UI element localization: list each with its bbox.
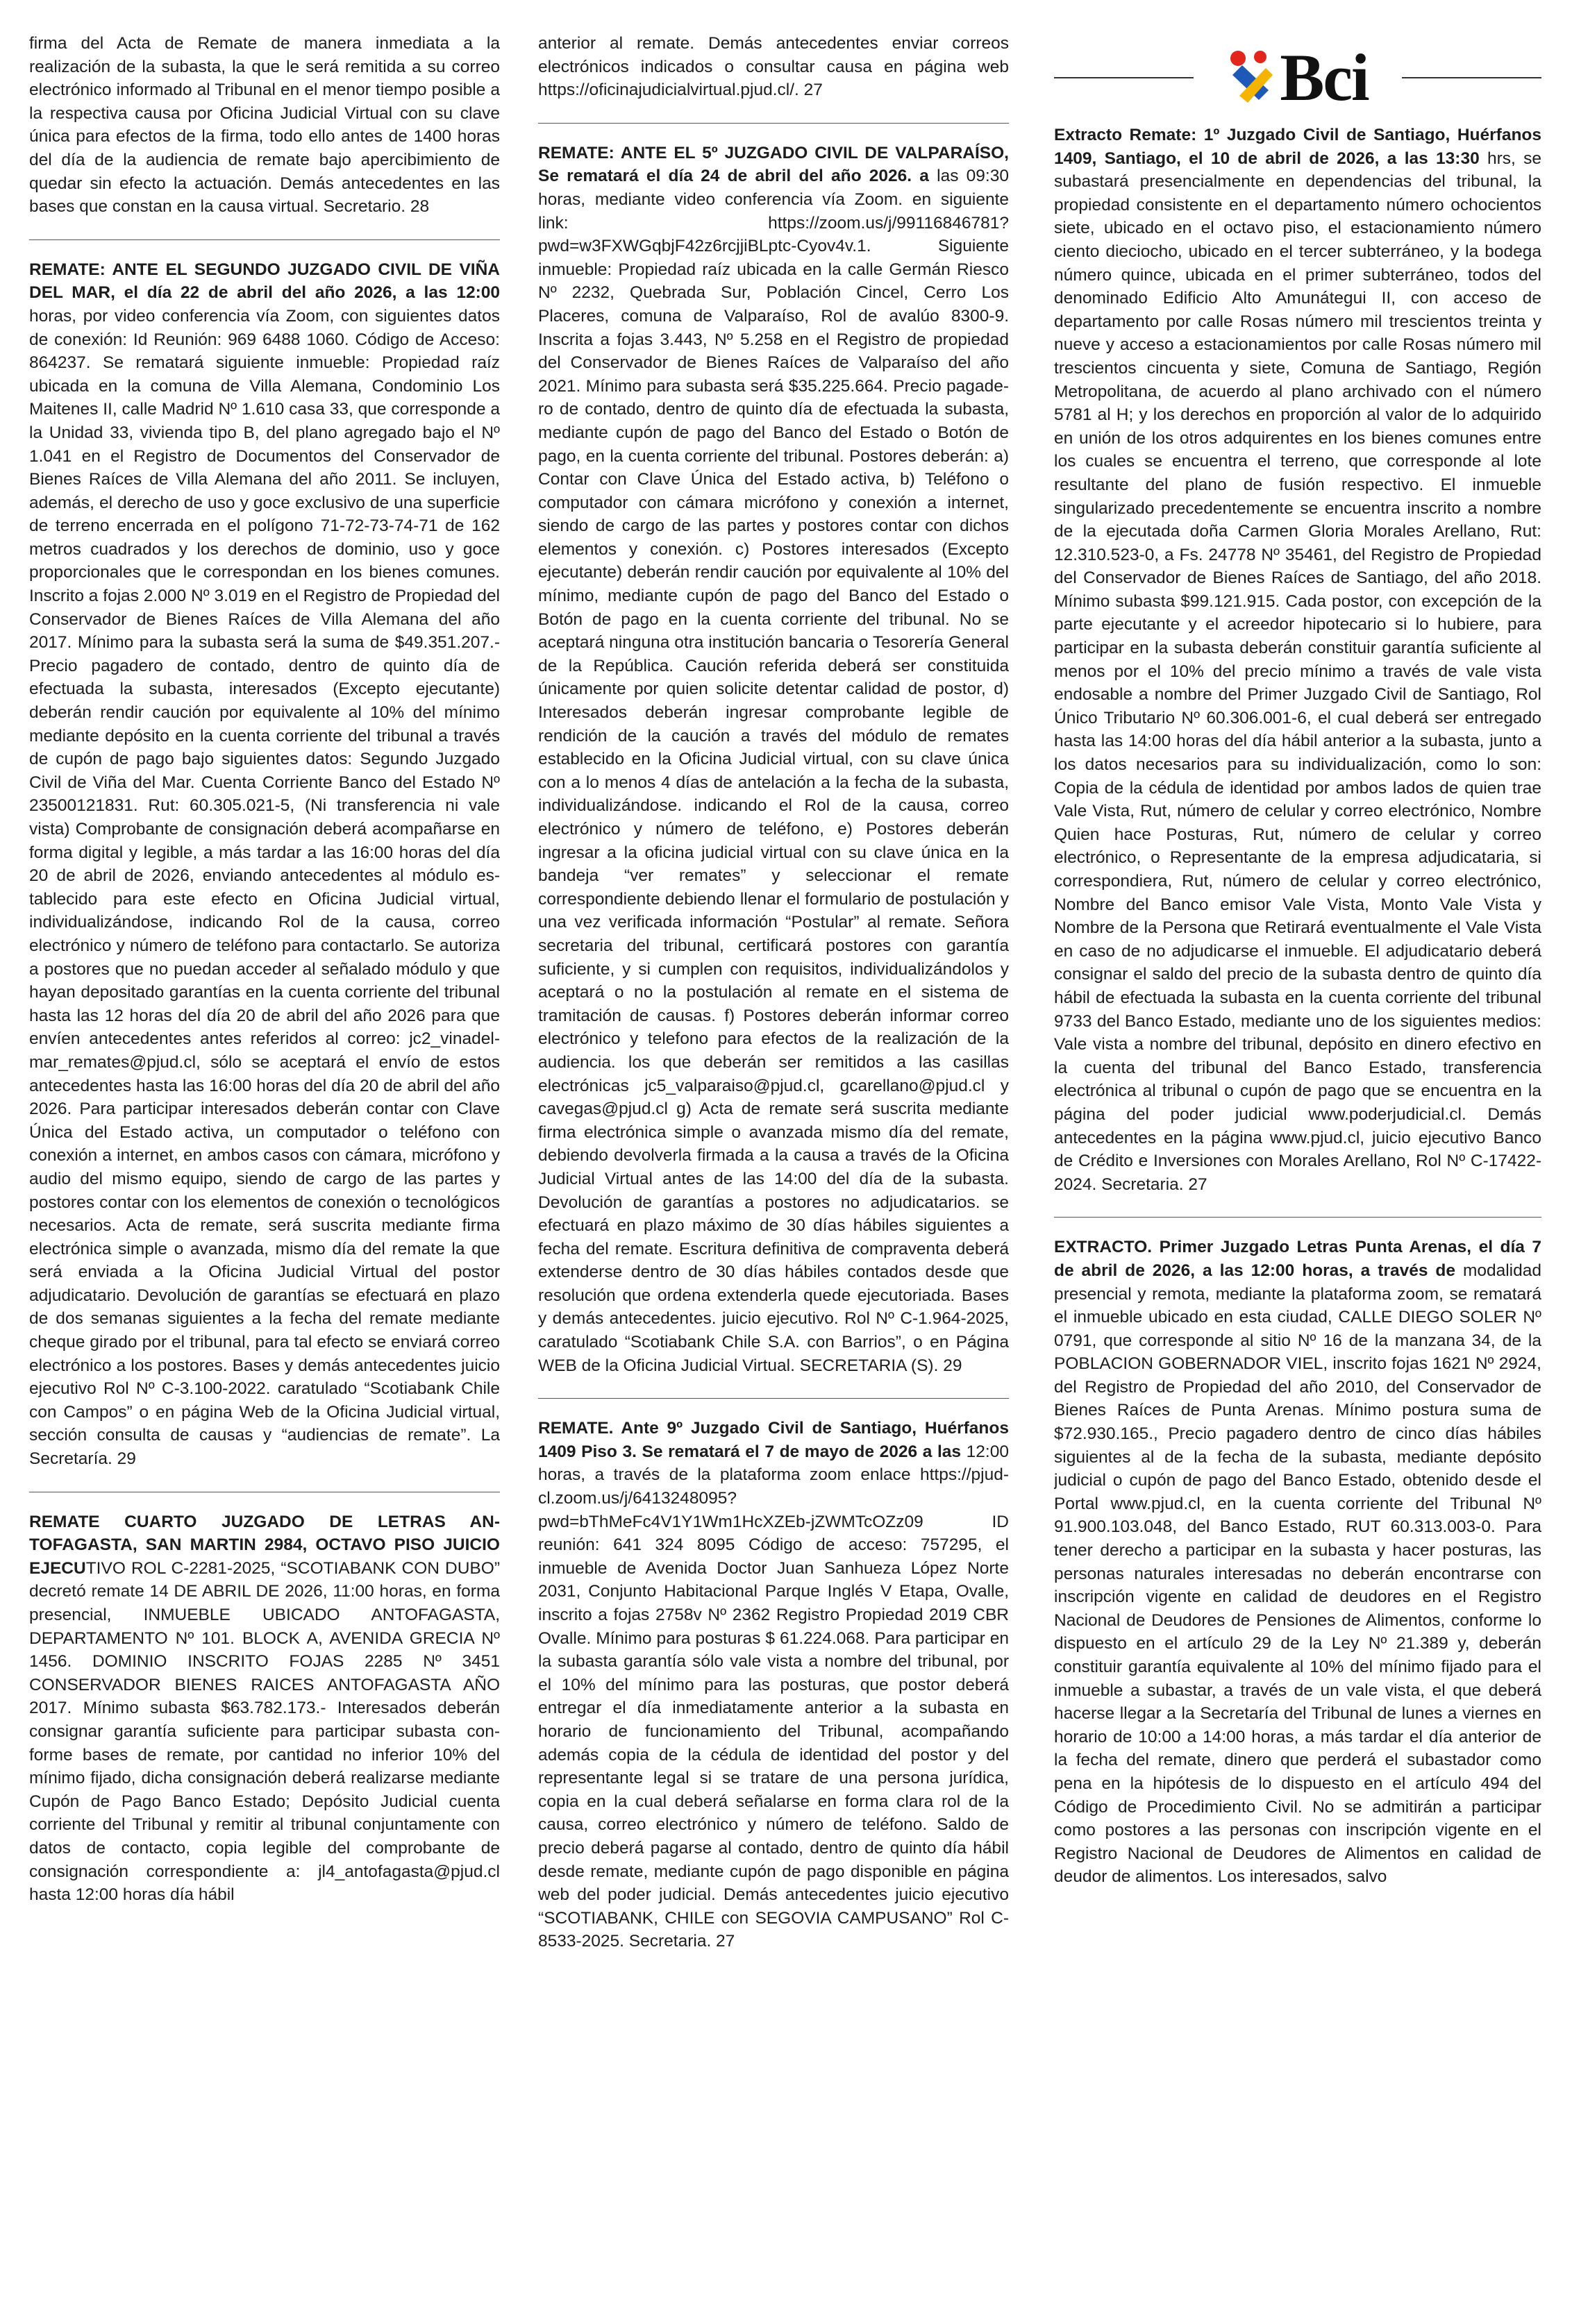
notice-body: horas, por video conferencia vía Zoom, con siguientes datos de conexión: Id Reunión: 969 6488 1060. Código de Acceso: 864237. Se rematará siguiente inmueble: Propiedad raíz ubicada en la comuna de Villa Alemana, Condominio Los Maitenes II, calle Madrid Nº 1.610 casa 33, que corresponde a la Unidad 33, vivienda tipo B, del plano agregado bajo el Nº 1.041 en el Registro de Documentos del Conservador de Bienes Raíces de Villa Alemana del año 2011. Se incluyen, además, el derecho de uso y goce exclusivo de una superficie de terreno encerrada en el polígono 71-72-73-74-71 de 162 metros cuadrados y los derechos de dominio, uso y goce proporcionales que le correspondan en los bienes comunes. Inscrito a fojas 2.000 Nº 3.019 en el Registro de Propiedad del Conservador de Bienes Raíces de Villa Alemana del año 2017. Mínimo para la subasta será la suma de $49.351.207.- Precio pagadero de contado, dentro de quinto día de efectuada la subasta, interesados (Excepto ejecutante) deberán rendir caución por equivalente al 10% del mínimo mediante depósito en la cuenta corriente del tribunal a través de cupón de pago bajo siguientes datos: Segundo Juzgado Civil de Viña del Mar. Cuenta Corriente Banco del Estado Nº 23500121831. Rut: 60.305.021-5, (Ni transferencia ni vale vista) Comprobante de consignación deberá acompañarse en forma digital y legible, a más tardar a las 16:00 horas del día 20 de abril de 2026, enviando antecedentes al módulo establecido para este efecto en Oficina Judicial virtual, individualizándose, indicando Rol de la causa, correo electrónico y número de teléfono para contactarlo. Se autoriza a postores que no puedan acceder al señalado módulo y que hayan depositado garantías en la cuenta corriente del tribunal hasta las 12 horas del día 20 de abril del año 2026 para que envíen antecedentes antes referidos al correo: jc2_vinadelmar_remates@pjud.cl, sólo se aceptará el envío de estos antecedentes hasta las 16:00 horas del día 20 de abril del año 2026. Para participar interesados deberán contar con Clave Única del Estado activa, un computador o teléfono con conexión a internet, en ambos casos con cámara, micrófono y audio del mismo equipo, siendo de cargo de las partes y postores contar con los elementos de conexión o tecnológicos necesarios. Acta de remate, será suscrita mediante firma electrónica simple o avanzada, mismo día del remate la que será enviada a la Oficina Judicial Virtual del postor adjudicatario. Devolución de garantías se efectuará en plazo de dos semanas siguientes a la fecha del remate mediante cheque girado por el tribunal, para tal efecto se enviará correo electrónico a los postores. Bases y demás antecedentes juicio ejecutivo Rol Nº C-3.100-2022. caratulado “Scotiabank Chile con Campos” o en página Web de la Oficina Judicial virtual, sección consulta de causas y “audiencias de remate”. La Secretaría. 29 bbox=[29, 306, 500, 1469]
brand-name: Bci bbox=[1280, 40, 1369, 115]
notice-valparaiso bbox=[538, 142, 1009, 1377]
notice-heading: REMATE CUARTO JUZGADO DE LETRAS ANTOFAGASTA, SAN MARTIN 2984, OCTAVO PISO JUICIO EJECU bbox=[29, 1512, 500, 1578]
notice-body: hrs, se subastará presencialmente en dependencias del tribunal, la propiedad consistente en el departamento número ochocientos siete, ubicado en el octavo piso, el estacionamiento número ciento dieciocho, ubicado en el tercer subterráneo, y la bodega número quince, ubicada en el primer subterráneo, todos del denominado Edificio Alto Amunátegui II, con acceso de departamento por calle Rosas número mil trescientos treinta y nueve y acceso a estacionamientos por calle Rosas número mil trescientos cincuenta y siete, Comuna de Santiago, Región Metropolitana, de acuerdo al plano archivado con el número 5781 al H; y los derechos en proporción al valor de lo adquirido en unión de los otros adquirentes en los bienes comunes entre los cuales se encuentra el terreno, que corresponde al lote resultante del plano de fusión respectivo. El inmueble singularizado precedentemente se encuentra inscrito a nombre de la ejecutada doña Carmen Gloria Morales Arellano, Rut: 12.310.523-0, a Fs. 24778 Nº 35461, del Registro de Propiedad del Conservador de Bienes Raíces de Santiago, del año 2018. Mínimo subasta $99.121.915. Cada postor, con excepción de la parte ejecutante y el acreedor hipotecario si lo hubiere, para participar en la subasta deberán constituir garantía suficiente al menos por el 10% del precio mínimo a través de vale vista endosable a nombre del Primer Juzgado Civil de Santiago, Rol Único Tributario Nº 60.306.001-6, el cual deberá ser entregado hasta las 14:00 horas del día hábil anterior a la subasta, junto a los datos necesarios para su individualización, como lo son: Copia de la cédula de identidad por ambos lados de quien trae Vale Vista, Rut, número de celular y correo electrónico, Nombre Quien hace Posturas, Rut, número de celular y correo electrónico, o Representante de la empresa adjudicataria, si correspondiera, Rut, número de celular y correo electrónico, Nombre del Banco emisor Vale Vista, Monto Vale Vista y Nombre de la Persona que Retirará eventualmente el Vale Vista en caso de no adjudicarse el inmueble. El adjudicatario deberá consignar el saldo del precio de la subasta dentro de quinto día hábil de efectuada la subasta en la cuenta corriente del tribunal 9733 del Banco Estado, mediante uno de los siguientes medios: Vale vista a nombre del tribunal, depósito en dinero efectivo en la cuenta del tribunal del Banco Estado, transferencia electrónica al tribunal o cupón de pago que se encuentra en la página del poder judicial www.poderjudicial.cl. Demás antecedentes en la página www.pjud.cl, juicio ejecutivo Banco de Crédito e Inversiones con Morales Arellano, Rol Nº C-17422-2024. Secretaria. 27 bbox=[1054, 149, 1541, 1194]
divider bbox=[538, 1398, 1009, 1399]
notice-heading: REMATE: ANTE EL SEGUNDO JUZGADO CIVIL DE VIÑA DEL MAR, el día 22 de abril del año 2026, a las 12:00 bbox=[29, 260, 500, 303]
divider bbox=[29, 239, 500, 240]
notice-vina-del-mar bbox=[29, 258, 500, 1471]
notice-body: 12:00 horas, a través de la plataforma zoom enlace https://pjud-cl.zoom.us/j/6413248095?pwd=bThMeFc4V1Y1Wm1HcXZEb-jZWMTcOZz09 ID reunión: 641 324 8095 Código de acceso: 757295, el inmueble de Avenida Doctor Juan Sanhueza López Norte 2031, Conjunto Habitacional Parque Inglés V Etapa, Ovalle, inscrito a fojas 2758v Nº 2362 Registro Propiedad 2019 CBR Ovalle. Mínimo para posturas $ 61.224.068. Para participar en la subasta garantía sólo vale vista a nombre del tribunal, por el 10% del mínimo para las posturas, que postor deberá entregar el día inmediatamente anterior a la subasta en horario de funcionamiento del Tribunal, acompañando además copia de la cédula de identidad del postor y del representante legal si se tratare de una persona jurídica, copia en la cual deberá señalarse en forma clara rol de la causa, correo electrónico y número de teléfono. Saldo de precio deberá pagarse al contado, dentro de quinto día hábil desde remate, mediante cupón de pago disponible en página web del poder judicial. Demás antecedentes juicio ejecutivo “SCOTIABANK, CHILE con SEGOVIA CAMPUSANO” Rol C-8533-2025. Secretaria. 27 bbox=[538, 1442, 1009, 1951]
divider bbox=[1054, 77, 1194, 78]
divider bbox=[538, 123, 1009, 124]
bci-logo bbox=[1227, 40, 1369, 115]
notice-body: modalidad presencial y remota, mediante la plataforma zoom, se rematará el inmueble ubicado en esta ciudad, CALLE DIEGO SOLER Nº 0791, que corresponde al sitio Nº 16 de la manzana 34, de la POBLACION GOBERNADOR VIEL, inscrito fojas 1621 Nº 2924, del Registro de Propiedad del año 2010, del Conservador de Bienes Raíces de Punta Arenas. Mínimo postura suma de $72.930.165., Precio pagadero dentro de cinco días hábiles siguientes al de la fecha de la subasta, mediante depósito judicial o cupón de pago del Banco Estado, obtenido desde el Portal www.pjud.cl, en la cuenta corriente del Tribunal Nº 91.900.103.048, del Banco Estado, RUT 60.313.003-0. Para tener derecho a participar en la subasta y hacer posturas, las personas naturales interesadas no deberán encontrarse con inscripción vigente en calidad de deudores en el Registro Nacional de Deudores de Pensiones de Alimentos, conforme lo dispuesto en el artículo 29 de la Ley Nº 21.389 y, deberán constituir garantía equivalente al 10% del mínimo fijado para el inmueble a subastar, a través de un vale vista, el que deberá hacerse llegar a la Secretaría del Tribunal de lunes a viernes en horario de 10:00 a 14:00 horas, a más tardar el día anterior de la fecha del remate, dinero que perderá el subastador como pena en la hipótesis de lo dispuesto en el artículo 494 del Código de Procedimiento Civil. No se admitirán a participar como postores a las personas con inscripción vigente en el Registro Nacional de Deudores de Alimentos en calidad de deudor de alimentos. Los interesados, salvo bbox=[1054, 1261, 1541, 1887]
notice-body: anterior al remate. Demás antecedentes enviar correos electrónicos indicados o consultar causa en página web https://oficinajudicialvirtual.pjud.cl/. 27 bbox=[538, 34, 1009, 100]
notice-body: las 09:30 horas, mediante video conferencia vía Zoom. en siguiente link: https://zoom.us/j/99116846781?pwd=w3FXWGqbjF42z6rcjjiBLptc-Cyov4v.1. Siguiente inmueble: Propiedad raíz ubicada en la calle Germán Riesco Nº 2232, Quebrada Sur, Población Cincel, Cerro Los Placeres, comuna de Valparaíso, Rol de avalúo 8300-9. Inscrita a fojas 3.443, Nº 5.258 en el Registro de propiedad del Conservador de Bienes Raíces de Valparaíso del año 2021. Mínimo para subasta será $35.225.664. Precio pagadero de contado, dentro de quinto día de efectuada la subasta, mediante cupón de pago del Banco del Estado o Botón de pago, en la cuenta corriente del tribunal. Postores deberán: a) Contar con Clave Única del Estado activa, b) Teléfono o computador con cámara micrófono y conexión a internet, siendo de cargo de las partes y postores contar con dichos elementos y conexión. c) Postores interesados (Excepto ejecutante) deberán rendir caución por equivalente al 10% del mínimo, mediante cupón de pago del Banco del Estado o Botón de pago en la cuenta corriente del tribunal. No se aceptará ninguna otra institución bancaria o Tesorería General de la República. Caución referida deberá ser constituida únicamente por quien solicite detentar calidad de postor, d) Interesados deberán ingresar comprobante legible de rendición de la caución a través del módulo de remates establecido en la Oficina Judicial virtual, con su clave única con a lo menos 4 días de antelación a la fecha de la subasta, individualizándose. indicando el Rol de la causa, correo electrónico y número de teléfono, e) Postores deberán ingresar a la oficina judicial virtual con su clave única en la bandeja “ver remates” y seleccionar el remate correspondiente debiendo llenar el formulario de postulación y una vez verificada información “Postular” al remate. Señora secretaria del tribunal, certificará postores con garantía suficiente, y si cumplen con requisitos, individualizándolos y aceptará o no la postulación al remate en el sistema de tramitación de causas. f) Postores deberán informar correo electrónico y telefono para efectos de la realización de la audiencia. los que deberán ser remitidos a las casillas electrónicas jc5_valparaiso@pjud.cl, gcarellano@pjud.cl y cavegas@pjud.cl g) Acta de remate será suscrita mediante firma electrónica simple o avanzada mismo día del remate, debiendo devolverla firmada a la causa a través de la Oficina Judicial Virtual antes de las 14:00 del día de la subasta. Devolución de garantías a postores no adjudicatarios. se efectuará en plazo máximo de 30 días hábiles siguientes a fecha del remate. Escritura definitiva de compraventa deberá extenderse dentro de 30 días hábiles contados desde que resolución que ordena extenderla quede ejecutoriada. Bases y demás antecedentes. juicio ejecutivo. Rol Nº C-1.964-2025, caratulado “Scotiabank Chile S.A. con Barrios”, o en Página WEB de la Oficina Judicial Virtual. SECRETARIA (S). 29 bbox=[538, 167, 1009, 1375]
notice-santiago-9 bbox=[538, 1417, 1009, 1953]
notice-body: firma del Acta de Remate de manera inmediata a la realización de la subasta, la que le será remitida a su correo electrónico informado al Tribunal en el menor tiempo posible a la respectiva causa por Oficina Judicial Virtual con su clave única para efectos de la firma, todo ello antes de 1400 horas del día de la audiencia de remate bajo apercibimiento de quedar sin efecto la actuación. Demás antecedentes en las bases que constan en la causa virtual. Secretario. 28 bbox=[29, 34, 500, 217]
column-middle bbox=[538, 32, 1009, 2232]
bci-logo-banner bbox=[1054, 40, 1541, 115]
notice-punta-arenas bbox=[1054, 1236, 1541, 1889]
notice-santiago-1 bbox=[1054, 124, 1541, 1196]
divider bbox=[1054, 1217, 1541, 1218]
column-left bbox=[29, 32, 500, 2232]
notice-continued bbox=[29, 32, 500, 219]
notice-heading: Extracto Remate: 1º Juzgado Civil de Santiago, Huérfanos 1409, Santiago, el 10 de abril de 2026, a las 13:30 bbox=[1054, 126, 1541, 168]
divider bbox=[1402, 77, 1541, 78]
notice-antofagasta bbox=[29, 1510, 500, 1907]
notice-body: TIVO ROL C-2281-2025, “SCOTIABANK CON DUBO” decretó remate 14 DE ABRIL DE 2026, 11:00 horas, en forma presencial, INMUEBLE UBICADO ANTOFAGASTA, DEPARTAMENTO Nº 101. BLOCK A, AVENIDA GRECIA Nº 1456. DOMINIO INSCRITO FOJAS 2285 Nº 3451 CONSERVADOR BIENES RAICES ANTOFAGASTA AÑO 2017. Mínimo subasta $63.782.173.- Interesados deberán consignar garantía suficiente para participar subasta conforme bases de remate, por cantidad no inferior 10% del mínimo fijado, dicha consignación deberá realizarse mediante Cupón de Pago Banco Estado; Depósito Judicial cuenta corriente del Tribunal y remitir al tribunal conjuntamente con datos de contacto, copia legible del comprobante de consignación correspondiente a: jl4_antofagasta@pjud.cl hasta 12:00 horas día hábil bbox=[29, 1558, 500, 1905]
notice-heading: REMATE: ANTE EL 5º JUZGADO CIVIL DE VALPARAÍSO, Se rematará el día 24 de abril del año 2026. a bbox=[538, 143, 1009, 186]
column-right bbox=[1054, 124, 1541, 2324]
bci-symbol-icon bbox=[1227, 49, 1278, 107]
notice-antofagasta-continued bbox=[538, 32, 1009, 102]
notice-heading: EXTRACTO. Primer Juzgado Letras Punta Arenas, el día 7 de abril de 2026, a las 12:00 horas, a través de bbox=[1054, 1238, 1541, 1280]
notice-heading: REMATE. Ante 9º Juzgado Civil de Santiago, Huérfanos 1409 Piso 3. Se rematará el 7 de mayo de 2026 a las bbox=[538, 1419, 1009, 1461]
